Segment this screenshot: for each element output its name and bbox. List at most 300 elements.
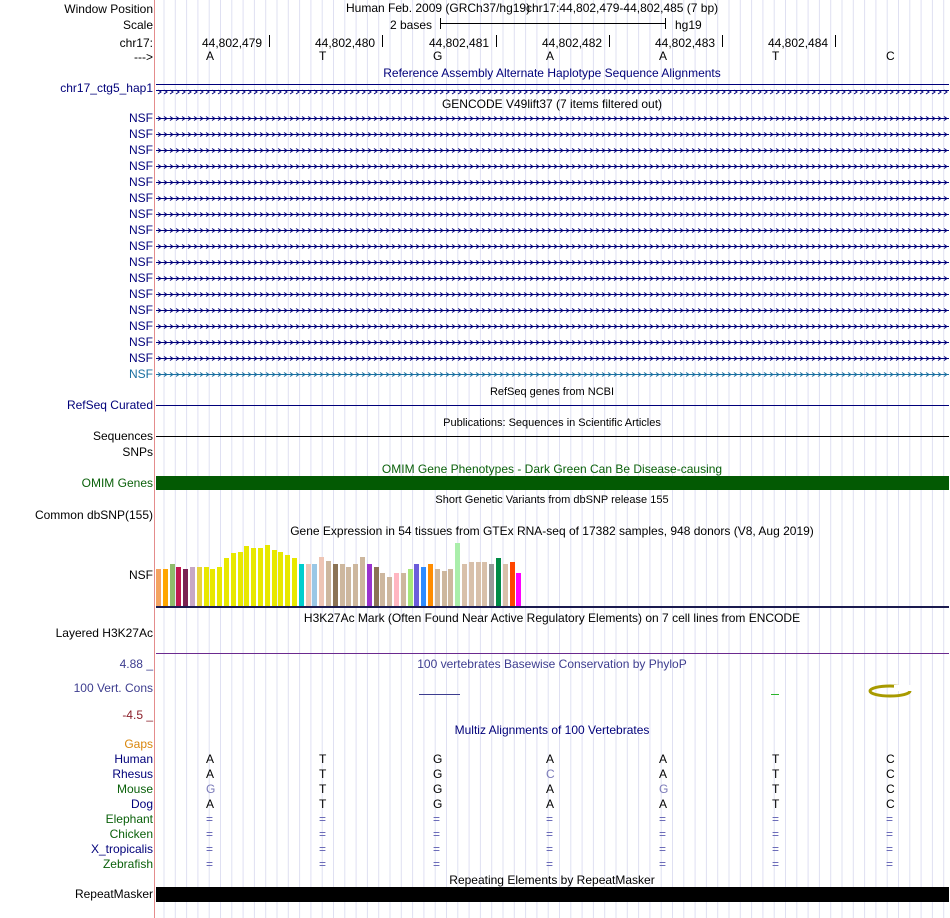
strand-chevron <box>176 90 179 94</box>
strand-chevron <box>608 90 611 94</box>
multiz-track-title: Multiz Alignments of 100 Vertebrates <box>454 723 650 737</box>
strand-chevron <box>836 90 839 94</box>
gtex-tissue-bar[interactable] <box>238 552 243 606</box>
gencode-item-label[interactable]: NSF <box>129 335 153 349</box>
strand-chevron <box>218 90 221 94</box>
gtex-tissue-bar[interactable] <box>346 567 351 606</box>
multiz-base: C <box>886 782 895 796</box>
strand-chevron <box>848 90 851 94</box>
gtex-tissue-bar[interactable] <box>285 555 290 606</box>
strand-chevron <box>362 90 365 94</box>
strand-chevron <box>806 90 809 94</box>
alt-haplotype-label[interactable]: chr17_ctg5_hap1 <box>60 81 153 95</box>
strand-chevron <box>698 90 701 94</box>
gtex-tissue-bar[interactable] <box>258 548 263 606</box>
gencode-transcript[interactable] <box>156 179 949 186</box>
multiz-base: = <box>319 812 327 826</box>
scale-label: Scale <box>122 18 153 32</box>
strand-chevron <box>746 90 749 94</box>
refseq-gene-line[interactable] <box>156 405 949 406</box>
gencode-item-label[interactable]: NSF <box>129 175 153 189</box>
multiz-base: = <box>206 812 214 826</box>
chrom-label: chr17: <box>119 36 153 50</box>
ruler-tick-3 <box>609 35 610 47</box>
multiz-base: = <box>886 857 894 871</box>
gtex-tissue-bar[interactable] <box>503 564 508 606</box>
strand-chevron <box>296 90 299 94</box>
reference-base-1: T <box>319 49 327 63</box>
gtex-tissue-bar[interactable] <box>170 564 175 606</box>
gencode-transcript[interactable] <box>156 243 949 250</box>
multiz-base: A <box>546 782 555 796</box>
gencode-transcript[interactable] <box>156 147 949 154</box>
gencode-transcript-chevrons <box>156 179 949 186</box>
strand-chevron <box>332 90 335 94</box>
strand-chevron <box>380 90 383 94</box>
strand-chevron <box>458 90 461 94</box>
gencode-item-label[interactable]: NSF <box>129 191 153 205</box>
gtex-tissue-bar[interactable] <box>319 557 324 606</box>
strand-chevron <box>734 90 737 94</box>
strand-chevron <box>884 90 887 94</box>
strand-chevron <box>212 90 215 94</box>
gtex-tissue-bar[interactable] <box>421 567 426 606</box>
multiz-base: = <box>433 812 441 826</box>
repeatmasker-label[interactable]: RepeatMasker <box>74 887 153 901</box>
gencode-transcript[interactable] <box>156 371 949 378</box>
omim-track-title: OMIM Gene Phenotypes - Dark Green Can Be Disease-causing <box>381 462 723 476</box>
gtex-tissue-bar[interactable] <box>510 562 515 606</box>
gencode-transcript[interactable] <box>156 211 949 218</box>
gtex-tissue-bar[interactable] <box>353 564 358 606</box>
strand-chevron <box>494 90 497 94</box>
strand-chevron <box>476 90 479 94</box>
strand-chevron <box>614 90 617 94</box>
gtex-tissue-bar[interactable] <box>414 564 419 606</box>
gtex-tissue-bar[interactable] <box>231 553 236 606</box>
ruler-position-4: 44,802,483 <box>655 36 716 50</box>
strand-chevron <box>248 90 251 94</box>
multiz-base: T <box>319 767 327 781</box>
strand-chevron <box>812 90 815 94</box>
assembly-title: Human Feb. 2009 (GRCh37/hg19) <box>346 1 531 15</box>
gtex-tissue-bar[interactable] <box>340 564 345 606</box>
gtex-tissue-bar[interactable] <box>204 567 209 606</box>
strand-chevron <box>512 90 515 94</box>
label-column-divider <box>154 0 155 918</box>
gtex-expression-bars[interactable] <box>156 538 556 606</box>
strand-chevron <box>932 90 935 94</box>
multiz-species-dog[interactable]: Dog <box>130 797 153 811</box>
strand-chevron <box>824 90 827 94</box>
gtex-tissue-bar[interactable] <box>367 564 372 606</box>
gencode-item-label[interactable]: NSF <box>129 319 153 333</box>
strand-chevron <box>854 90 857 94</box>
gtex-tissue-bar[interactable] <box>278 552 283 606</box>
gencode-item-label[interactable]: NSF <box>129 207 153 221</box>
alt-haplotype-alignment[interactable] <box>156 84 949 91</box>
strand-chevron <box>398 90 401 94</box>
strand-chevron <box>944 90 947 94</box>
gtex-tissue-bar[interactable] <box>176 567 181 606</box>
strand-chevron <box>278 90 281 94</box>
multiz-base: = <box>546 812 554 826</box>
gencode-transcript[interactable] <box>156 291 949 298</box>
gtex-tissue-bar[interactable] <box>489 564 494 606</box>
gtex-tissue-bar[interactable] <box>292 558 297 606</box>
strand-chevron <box>158 90 161 94</box>
reference-base-5: T <box>772 49 780 63</box>
strand-chevron <box>722 90 725 94</box>
gencode-item-label[interactable]: NSF <box>129 271 153 285</box>
strand-chevron <box>236 90 239 94</box>
gtex-tissue-bar[interactable] <box>333 564 338 606</box>
strand-chevron <box>920 90 923 94</box>
ruler-position-0: 44,802,479 <box>202 36 263 50</box>
dbsnp-track-title: Short Genetic Variants from dbSNP release 155 <box>435 494 669 506</box>
gtex-tissue-bar[interactable] <box>251 548 256 606</box>
strand-label: ---> <box>134 50 153 64</box>
window-position-label: Window Position <box>64 2 153 16</box>
multiz-base: T <box>772 797 780 811</box>
strand-chevron <box>668 90 671 94</box>
strand-chevron <box>536 90 539 94</box>
multiz-species-zebrafish[interactable]: Zebrafish <box>102 857 153 871</box>
gencode-item-label[interactable]: NSF <box>129 127 153 141</box>
ruler-tick-1 <box>382 35 383 47</box>
multiz-species-mouse[interactable]: Mouse <box>116 782 153 796</box>
scale-bar <box>440 23 666 24</box>
gencode-transcript-chevrons <box>156 115 949 122</box>
gencode-transcript[interactable] <box>156 259 949 266</box>
gtex-tissue-bar[interactable] <box>455 543 460 606</box>
strand-chevron <box>440 90 443 94</box>
multiz-base: = <box>433 827 441 841</box>
ruler-position-2: 44,802,481 <box>429 36 490 50</box>
publications-sequences-label[interactable]: Sequences <box>92 429 153 443</box>
strand-chevron <box>434 90 437 94</box>
strand-chevron <box>626 90 629 94</box>
strand-chevron <box>464 90 467 94</box>
strand-chevron <box>656 90 659 94</box>
h3k27ac-label[interactable]: Layered H3K27Ac <box>55 626 153 640</box>
gtex-baseline <box>156 606 949 608</box>
strand-chevron <box>200 90 203 94</box>
gencode-transcript[interactable] <box>156 227 949 234</box>
strand-chevron <box>452 90 455 94</box>
strand-chevron <box>776 90 779 94</box>
strand-chevron <box>914 90 917 94</box>
multiz-species-chicken[interactable]: Chicken <box>109 827 153 841</box>
strand-chevron <box>650 90 653 94</box>
strand-chevron <box>878 90 881 94</box>
multiz-base: G <box>206 782 216 796</box>
multiz-base: = <box>319 842 327 856</box>
reference-base-2: G <box>433 49 443 63</box>
gencode-transcript-chevrons <box>156 291 949 298</box>
strand-chevron <box>242 90 245 94</box>
gtex-tissue-bar[interactable] <box>244 546 249 606</box>
repeatmasker-track-title: Repeating Elements by RepeatMasker <box>449 873 655 887</box>
strand-chevron <box>272 90 275 94</box>
gencode-item-label[interactable]: NSF <box>129 239 153 253</box>
gtex-tissue-bar[interactable] <box>496 558 501 606</box>
strand-chevron <box>302 90 305 94</box>
gtex-tissue-bar[interactable] <box>462 564 467 606</box>
strand-chevron <box>260 90 263 94</box>
gencode-transcript[interactable] <box>156 115 949 122</box>
strand-chevron <box>572 90 575 94</box>
gencode-transcript-chevrons <box>156 323 949 330</box>
strand-chevron <box>596 90 599 94</box>
strand-chevron <box>566 90 569 94</box>
strand-chevron <box>290 90 293 94</box>
multiz-base: = <box>659 857 667 871</box>
gtex-tissue-bar[interactable] <box>326 561 331 606</box>
gtex-tissue-bar[interactable] <box>272 550 277 606</box>
gtex-tissue-bar[interactable] <box>360 557 365 606</box>
phylop-label[interactable]: 100 Vert. Cons <box>73 681 153 695</box>
strand-chevron <box>230 90 233 94</box>
multiz-base: C <box>886 797 895 811</box>
multiz-base: = <box>206 857 214 871</box>
gtex-tissue-bar[interactable] <box>408 569 413 606</box>
strand-chevron <box>506 90 509 94</box>
strand-chevron <box>386 90 389 94</box>
multiz-base: = <box>546 827 554 841</box>
strand-chevron <box>404 90 407 94</box>
gencode-item-label[interactable]: NSF <box>129 367 153 381</box>
publications-track-title: Publications: Sequences in Scientific Articles <box>443 417 661 429</box>
multiz-base: A <box>206 797 215 811</box>
gtex-tissue-bar[interactable] <box>190 567 195 606</box>
strand-chevron <box>908 90 911 94</box>
gtex-tissue-bar[interactable] <box>224 558 229 606</box>
multiz-base: C <box>886 752 895 766</box>
reference-base-3: A <box>546 49 555 63</box>
gtex-tissue-bar[interactable] <box>312 564 317 606</box>
db-label: hg19 <box>675 18 702 32</box>
multiz-base: A <box>206 752 215 766</box>
gencode-transcript-chevrons <box>156 259 949 266</box>
strand-chevron <box>578 90 581 94</box>
strand-chevron <box>338 90 341 94</box>
strand-chevron <box>368 90 371 94</box>
multiz-base: C <box>546 767 555 781</box>
ruler-tick-5 <box>835 35 836 47</box>
gtex-tissue-bar[interactable] <box>435 569 440 606</box>
gtex-tissue-bar[interactable] <box>217 567 222 606</box>
multiz-base: G <box>433 767 443 781</box>
gtex-tissue-bar[interactable] <box>374 567 379 606</box>
multiz-base: T <box>772 767 780 781</box>
multiz-base: A <box>659 752 668 766</box>
strand-chevron <box>518 90 521 94</box>
reference-base-6: C <box>886 49 895 63</box>
multiz-base: = <box>546 842 554 856</box>
gencode-transcript[interactable] <box>156 275 949 282</box>
strand-chevron <box>488 90 491 94</box>
multiz-base: A <box>546 752 555 766</box>
strand-chevron <box>374 90 377 94</box>
gencode-transcript-chevrons <box>156 371 949 378</box>
multiz-base: = <box>319 827 327 841</box>
gtex-tissue-bar[interactable] <box>380 573 385 606</box>
multiz-base: G <box>433 752 443 766</box>
strand-chevron <box>284 90 287 94</box>
multiz-base: T <box>319 752 327 766</box>
gtex-label[interactable]: NSF <box>129 568 153 582</box>
gencode-transcript[interactable] <box>156 131 949 138</box>
gtex-tissue-bar[interactable] <box>516 573 521 606</box>
strand-chevron <box>680 90 683 94</box>
gencode-transcript[interactable] <box>156 195 949 202</box>
strand-chevron <box>830 90 833 94</box>
gencode-item-label[interactable]: NSF <box>129 351 153 365</box>
gencode-transcript-chevrons <box>156 163 949 170</box>
gtex-tissue-bar[interactable] <box>183 569 188 606</box>
gtex-tissue-bar[interactable] <box>265 545 270 606</box>
strand-chevron <box>860 90 863 94</box>
gtex-track-title: Gene Expression in 54 tissues from GTEx RNA-seq of 17382 samples, 948 donors (V8, Aug 2019) <box>290 524 814 538</box>
strand-chevron <box>470 90 473 94</box>
alt-haplotype-track-title: Reference Assembly Alternate Haplotype Sequence Alignments <box>383 66 721 80</box>
gtex-tissue-bar[interactable] <box>476 562 481 606</box>
gtex-tissue-bar[interactable] <box>401 573 406 606</box>
strand-chevron <box>482 90 485 94</box>
multiz-base: A <box>659 767 668 781</box>
strand-chevron <box>758 90 761 94</box>
gencode-transcript-chevrons <box>156 147 949 154</box>
multiz-base: = <box>772 827 780 841</box>
strand-chevron <box>752 90 755 94</box>
multiz-base: A <box>546 797 555 811</box>
gencode-transcript-chevrons <box>156 227 949 234</box>
strand-chevron <box>194 90 197 94</box>
omim-gene-bar[interactable] <box>156 476 949 490</box>
gencode-transcript[interactable] <box>156 339 949 346</box>
strand-chevron <box>902 90 905 94</box>
strand-chevron <box>740 90 743 94</box>
gencode-transcript[interactable] <box>156 355 949 362</box>
omim-label[interactable]: OMIM Genes <box>81 476 153 490</box>
gencode-item-label[interactable]: NSF <box>129 111 153 125</box>
phylop-min-label: -4.5 _ <box>122 708 153 722</box>
strand-chevron <box>602 90 605 94</box>
strand-chevron <box>788 90 791 94</box>
gencode-transcript[interactable] <box>156 307 949 314</box>
gencode-item-label[interactable]: NSF <box>129 223 153 237</box>
multiz-base: = <box>433 857 441 871</box>
gencode-transcript-chevrons <box>156 339 949 346</box>
gencode-item-label[interactable]: NSF <box>129 287 153 301</box>
gtex-tissue-bar[interactable] <box>210 569 215 606</box>
gencode-item-label[interactable]: NSF <box>129 159 153 173</box>
strand-chevron <box>170 90 173 94</box>
dbsnp-label[interactable]: Common dbSNP(155) <box>34 508 153 522</box>
strand-chevron <box>500 90 503 94</box>
gtex-tissue-bar[interactable] <box>156 569 161 606</box>
publications-snps-label[interactable]: SNPs <box>122 445 153 459</box>
alt-haplotype-chevrons <box>156 89 949 96</box>
strand-chevron <box>530 90 533 94</box>
strand-chevron <box>542 90 545 94</box>
gtex-tissue-bar[interactable] <box>428 564 433 606</box>
gencode-transcript[interactable] <box>156 163 949 170</box>
gtex-tissue-bar[interactable] <box>306 564 311 606</box>
publications-sequence-line[interactable] <box>156 436 949 437</box>
scale-value: 2 bases <box>390 18 433 32</box>
multiz-base: = <box>206 842 214 856</box>
strand-chevron <box>548 90 551 94</box>
strand-chevron <box>416 90 419 94</box>
gtex-tissue-bar[interactable] <box>197 567 202 606</box>
strand-chevron <box>896 90 899 94</box>
multiz-species-human[interactable]: Human <box>114 752 153 766</box>
gtex-tissue-bar[interactable] <box>394 573 399 606</box>
gtex-tissue-bar[interactable] <box>469 562 474 606</box>
strand-chevron <box>938 90 941 94</box>
gtex-tissue-bar[interactable] <box>442 571 447 606</box>
gencode-transcript[interactable] <box>156 323 949 330</box>
strand-chevron <box>710 90 713 94</box>
strand-chevron <box>224 90 227 94</box>
strand-chevron <box>584 90 587 94</box>
strand-chevron <box>422 90 425 94</box>
h3k27ac-baseline <box>156 653 949 654</box>
gtex-tissue-bar[interactable] <box>299 564 304 606</box>
multiz-species-elephant[interactable]: Elephant <box>105 812 153 826</box>
gtex-tissue-bar[interactable] <box>448 569 453 606</box>
strand-chevron <box>188 90 191 94</box>
strand-chevron <box>590 90 593 94</box>
gencode-item-label[interactable]: NSF <box>129 255 153 269</box>
refseq-track-title: RefSeq genes from NCBI <box>489 386 615 398</box>
scale-bar-left-cap <box>440 18 441 29</box>
strand-chevron <box>392 90 395 94</box>
multiz-base: = <box>659 842 667 856</box>
gtex-tissue-bar[interactable] <box>163 569 168 606</box>
strand-chevron <box>770 90 773 94</box>
strand-chevron <box>560 90 563 94</box>
gencode-item-label[interactable]: NSF <box>129 303 153 317</box>
strand-chevron <box>674 90 677 94</box>
gtex-tissue-bar[interactable] <box>482 562 487 606</box>
strand-chevron <box>350 90 353 94</box>
strand-chevron <box>662 90 665 94</box>
window-position-value[interactable]: chr17:44,802,479-44,802,485 (7 bp) <box>526 1 719 15</box>
strand-chevron <box>266 90 269 94</box>
phylop-score-segment <box>419 694 460 695</box>
strand-chevron <box>320 90 323 94</box>
strand-chevron <box>872 90 875 94</box>
gtex-tissue-bar[interactable] <box>387 577 392 606</box>
ruler-position-1: 44,802,480 <box>315 36 376 50</box>
strand-chevron <box>254 90 257 94</box>
multiz-species-rhesus[interactable]: Rhesus <box>112 767 153 781</box>
repeatmasker-bar[interactable] <box>156 887 949 902</box>
gencode-item-label[interactable]: NSF <box>129 143 153 157</box>
strand-chevron <box>554 90 557 94</box>
multiz-species-x_tropicalis[interactable]: X_tropicalis <box>90 842 153 856</box>
multiz-base: A <box>206 767 215 781</box>
multiz-base: = <box>659 812 667 826</box>
refseq-label[interactable]: RefSeq Curated <box>66 398 153 412</box>
reference-base-0: A <box>206 49 215 63</box>
multiz-base: = <box>319 857 327 871</box>
strand-chevron <box>692 90 695 94</box>
multiz-base: = <box>772 857 780 871</box>
